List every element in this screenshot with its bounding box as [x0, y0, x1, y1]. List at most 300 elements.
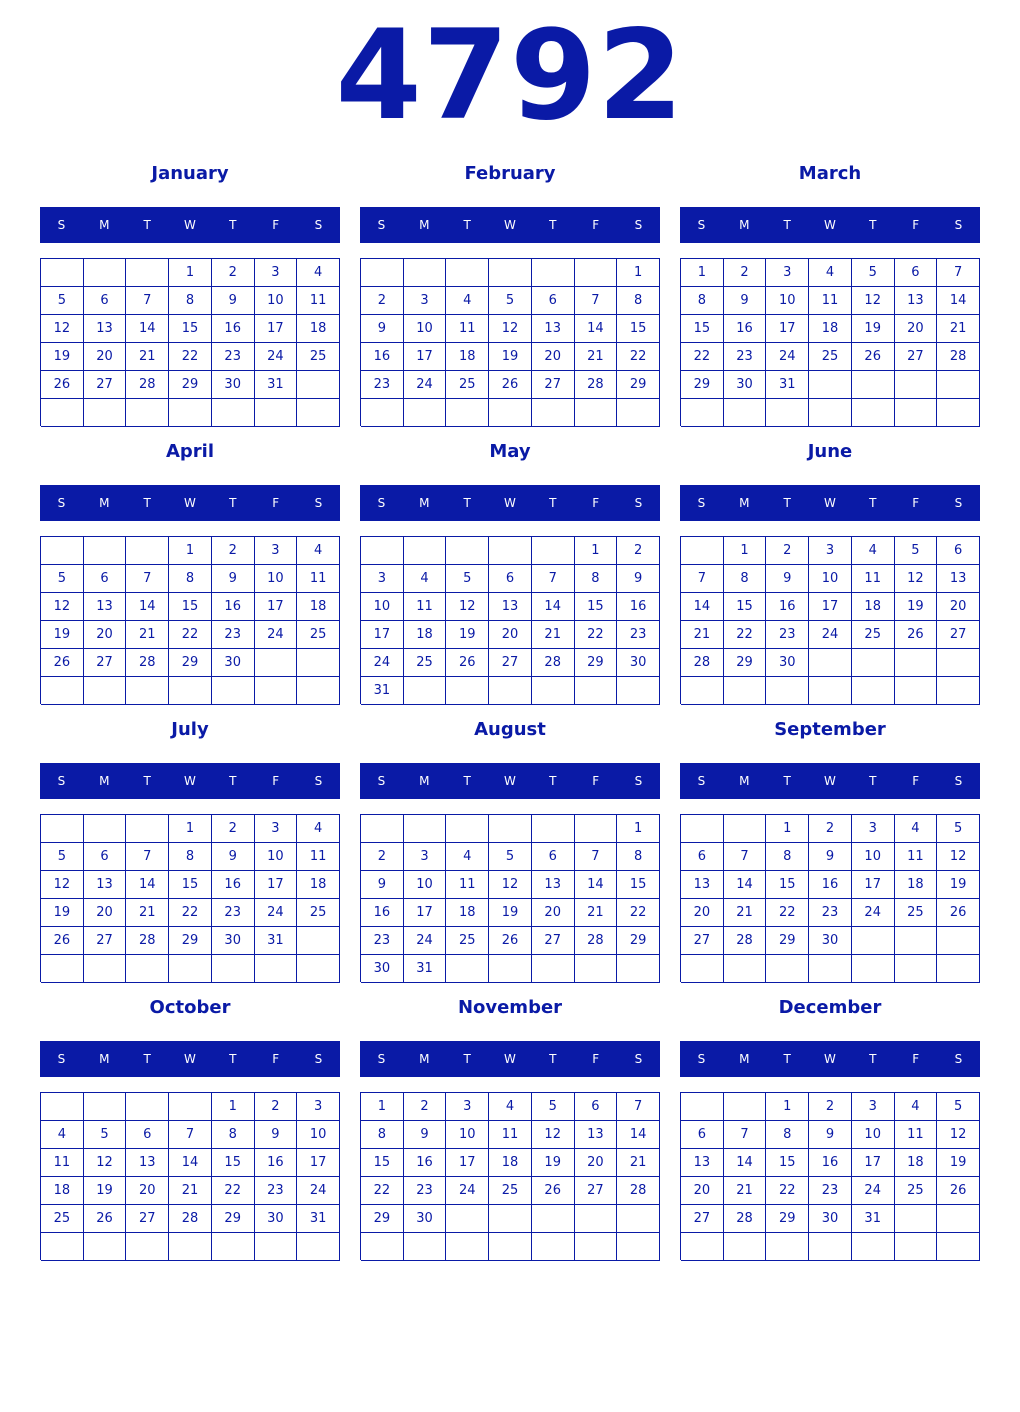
- day-cell[interactable]: 31: [255, 927, 298, 955]
- day-cell[interactable]: 21: [575, 343, 618, 371]
- day-cell[interactable]: 11: [895, 1121, 938, 1149]
- day-cell[interactable]: 9: [212, 565, 255, 593]
- day-cell[interactable]: 14: [575, 871, 618, 899]
- day-cell[interactable]: 10: [852, 1121, 895, 1149]
- day-cell[interactable]: 10: [404, 871, 447, 899]
- day-cell[interactable]: 21: [681, 621, 724, 649]
- day-cell[interactable]: 16: [809, 1149, 852, 1177]
- day-cell[interactable]: 21: [724, 1177, 767, 1205]
- day-cell[interactable]: 27: [681, 927, 724, 955]
- day-cell[interactable]: 13: [895, 287, 938, 315]
- day-cell[interactable]: 27: [937, 621, 980, 649]
- day-cell[interactable]: 17: [255, 593, 298, 621]
- day-cell[interactable]: 2: [255, 1093, 298, 1121]
- day-cell[interactable]: 20: [84, 621, 127, 649]
- day-cell[interactable]: 20: [126, 1177, 169, 1205]
- day-cell[interactable]: 24: [361, 649, 404, 677]
- day-cell[interactable]: 20: [895, 315, 938, 343]
- day-cell[interactable]: 9: [724, 287, 767, 315]
- day-cell[interactable]: 14: [532, 593, 575, 621]
- day-cell[interactable]: 17: [852, 871, 895, 899]
- day-cell[interactable]: 18: [895, 1149, 938, 1177]
- day-cell[interactable]: 9: [255, 1121, 298, 1149]
- day-cell[interactable]: 26: [852, 343, 895, 371]
- day-cell[interactable]: 9: [766, 565, 809, 593]
- day-cell[interactable]: 1: [169, 537, 212, 565]
- day-cell[interactable]: 5: [895, 537, 938, 565]
- day-cell[interactable]: 24: [404, 927, 447, 955]
- day-cell[interactable]: 2: [212, 815, 255, 843]
- day-cell[interactable]: 23: [617, 621, 660, 649]
- day-cell[interactable]: 23: [809, 899, 852, 927]
- day-cell[interactable]: 1: [617, 259, 660, 287]
- day-cell[interactable]: 2: [766, 537, 809, 565]
- day-cell[interactable]: 19: [489, 899, 532, 927]
- day-cell[interactable]: 13: [126, 1149, 169, 1177]
- day-cell[interactable]: 27: [84, 649, 127, 677]
- day-cell[interactable]: 12: [489, 871, 532, 899]
- day-cell[interactable]: 25: [895, 1177, 938, 1205]
- day-cell[interactable]: 29: [766, 927, 809, 955]
- day-cell[interactable]: 5: [41, 565, 84, 593]
- day-cell[interactable]: 13: [532, 315, 575, 343]
- day-cell[interactable]: 6: [575, 1093, 618, 1121]
- day-cell[interactable]: 7: [126, 287, 169, 315]
- day-cell[interactable]: 11: [297, 287, 340, 315]
- day-cell[interactable]: 30: [212, 371, 255, 399]
- day-cell[interactable]: 14: [937, 287, 980, 315]
- day-cell[interactable]: 5: [937, 815, 980, 843]
- day-cell[interactable]: 13: [84, 315, 127, 343]
- day-cell[interactable]: 14: [724, 1149, 767, 1177]
- day-cell[interactable]: 2: [617, 537, 660, 565]
- day-cell[interactable]: 14: [575, 315, 618, 343]
- day-cell[interactable]: 11: [297, 565, 340, 593]
- day-cell[interactable]: 18: [852, 593, 895, 621]
- day-cell[interactable]: 27: [532, 927, 575, 955]
- day-cell[interactable]: 16: [404, 1149, 447, 1177]
- day-cell[interactable]: 19: [937, 871, 980, 899]
- day-cell[interactable]: 20: [532, 899, 575, 927]
- day-cell[interactable]: 3: [361, 565, 404, 593]
- day-cell[interactable]: 31: [361, 677, 404, 705]
- day-cell[interactable]: 5: [532, 1093, 575, 1121]
- day-cell[interactable]: 21: [724, 899, 767, 927]
- day-cell[interactable]: 7: [126, 565, 169, 593]
- day-cell[interactable]: 18: [297, 871, 340, 899]
- day-cell[interactable]: 16: [766, 593, 809, 621]
- day-cell[interactable]: 15: [169, 315, 212, 343]
- day-cell[interactable]: 12: [895, 565, 938, 593]
- day-cell[interactable]: 4: [489, 1093, 532, 1121]
- day-cell[interactable]: 21: [169, 1177, 212, 1205]
- day-cell[interactable]: 17: [809, 593, 852, 621]
- day-cell[interactable]: 11: [809, 287, 852, 315]
- day-cell[interactable]: 26: [489, 371, 532, 399]
- day-cell[interactable]: 27: [84, 371, 127, 399]
- day-cell[interactable]: 23: [212, 343, 255, 371]
- day-cell[interactable]: 11: [404, 593, 447, 621]
- day-cell[interactable]: 22: [724, 621, 767, 649]
- day-cell[interactable]: 5: [489, 287, 532, 315]
- day-cell[interactable]: 9: [809, 1121, 852, 1149]
- day-cell[interactable]: 20: [681, 1177, 724, 1205]
- day-cell[interactable]: 12: [937, 843, 980, 871]
- day-cell[interactable]: 17: [255, 315, 298, 343]
- day-cell[interactable]: 22: [617, 343, 660, 371]
- day-cell[interactable]: 23: [255, 1177, 298, 1205]
- day-cell[interactable]: 28: [169, 1205, 212, 1233]
- day-cell[interactable]: 25: [446, 927, 489, 955]
- day-cell[interactable]: 5: [446, 565, 489, 593]
- day-cell[interactable]: 15: [724, 593, 767, 621]
- day-cell[interactable]: 29: [681, 371, 724, 399]
- day-cell[interactable]: 6: [84, 843, 127, 871]
- day-cell[interactable]: 31: [404, 955, 447, 983]
- day-cell[interactable]: 30: [212, 649, 255, 677]
- day-cell[interactable]: 17: [446, 1149, 489, 1177]
- day-cell[interactable]: 9: [404, 1121, 447, 1149]
- day-cell[interactable]: 16: [212, 593, 255, 621]
- day-cell[interactable]: 11: [446, 871, 489, 899]
- day-cell[interactable]: 19: [937, 1149, 980, 1177]
- day-cell[interactable]: 24: [255, 343, 298, 371]
- day-cell[interactable]: 1: [361, 1093, 404, 1121]
- day-cell[interactable]: 26: [489, 927, 532, 955]
- day-cell[interactable]: 16: [809, 871, 852, 899]
- day-cell[interactable]: 3: [852, 1093, 895, 1121]
- day-cell[interactable]: 24: [255, 899, 298, 927]
- day-cell[interactable]: 21: [575, 899, 618, 927]
- day-cell[interactable]: 25: [446, 371, 489, 399]
- day-cell[interactable]: 28: [126, 927, 169, 955]
- day-cell[interactable]: 23: [361, 927, 404, 955]
- day-cell[interactable]: 4: [852, 537, 895, 565]
- day-cell[interactable]: 12: [41, 315, 84, 343]
- day-cell[interactable]: 6: [895, 259, 938, 287]
- day-cell[interactable]: 23: [361, 371, 404, 399]
- day-cell[interactable]: 17: [852, 1149, 895, 1177]
- day-cell[interactable]: 3: [255, 537, 298, 565]
- day-cell[interactable]: 25: [297, 343, 340, 371]
- day-cell[interactable]: 14: [126, 593, 169, 621]
- day-cell[interactable]: 26: [446, 649, 489, 677]
- day-cell[interactable]: 13: [532, 871, 575, 899]
- day-cell[interactable]: 18: [895, 871, 938, 899]
- day-cell[interactable]: 13: [575, 1121, 618, 1149]
- day-cell[interactable]: 18: [809, 315, 852, 343]
- day-cell[interactable]: 27: [489, 649, 532, 677]
- day-cell[interactable]: 8: [617, 843, 660, 871]
- day-cell[interactable]: 4: [404, 565, 447, 593]
- day-cell[interactable]: 21: [937, 315, 980, 343]
- day-cell[interactable]: 25: [489, 1177, 532, 1205]
- day-cell[interactable]: 29: [169, 371, 212, 399]
- day-cell[interactable]: 20: [937, 593, 980, 621]
- day-cell[interactable]: 14: [126, 315, 169, 343]
- day-cell[interactable]: 3: [255, 815, 298, 843]
- day-cell[interactable]: 8: [212, 1121, 255, 1149]
- day-cell[interactable]: 12: [446, 593, 489, 621]
- day-cell[interactable]: 20: [575, 1149, 618, 1177]
- day-cell[interactable]: 30: [361, 955, 404, 983]
- day-cell[interactable]: 10: [852, 843, 895, 871]
- day-cell[interactable]: 5: [937, 1093, 980, 1121]
- day-cell[interactable]: 12: [489, 315, 532, 343]
- day-cell[interactable]: 26: [937, 1177, 980, 1205]
- day-cell[interactable]: 16: [617, 593, 660, 621]
- day-cell[interactable]: 21: [126, 343, 169, 371]
- day-cell[interactable]: 30: [809, 1205, 852, 1233]
- day-cell[interactable]: 3: [404, 843, 447, 871]
- day-cell[interactable]: 18: [404, 621, 447, 649]
- day-cell[interactable]: 29: [617, 927, 660, 955]
- day-cell[interactable]: 19: [532, 1149, 575, 1177]
- day-cell[interactable]: 20: [489, 621, 532, 649]
- day-cell[interactable]: 9: [361, 871, 404, 899]
- day-cell[interactable]: 15: [617, 315, 660, 343]
- day-cell[interactable]: 15: [169, 593, 212, 621]
- day-cell[interactable]: 27: [126, 1205, 169, 1233]
- day-cell[interactable]: 4: [446, 843, 489, 871]
- day-cell[interactable]: 18: [446, 899, 489, 927]
- day-cell[interactable]: 2: [212, 537, 255, 565]
- day-cell[interactable]: 21: [532, 621, 575, 649]
- day-cell[interactable]: 22: [766, 899, 809, 927]
- day-cell[interactable]: 8: [361, 1121, 404, 1149]
- day-cell[interactable]: 1: [724, 537, 767, 565]
- day-cell[interactable]: 13: [681, 1149, 724, 1177]
- day-cell[interactable]: 2: [404, 1093, 447, 1121]
- day-cell[interactable]: 16: [212, 315, 255, 343]
- day-cell[interactable]: 15: [361, 1149, 404, 1177]
- day-cell[interactable]: 4: [297, 537, 340, 565]
- day-cell[interactable]: 7: [532, 565, 575, 593]
- day-cell[interactable]: 4: [446, 287, 489, 315]
- day-cell[interactable]: 14: [169, 1149, 212, 1177]
- day-cell[interactable]: 6: [84, 287, 127, 315]
- day-cell[interactable]: 10: [809, 565, 852, 593]
- day-cell[interactable]: 15: [617, 871, 660, 899]
- day-cell[interactable]: 18: [446, 343, 489, 371]
- day-cell[interactable]: 5: [489, 843, 532, 871]
- day-cell[interactable]: 18: [41, 1177, 84, 1205]
- day-cell[interactable]: 11: [41, 1149, 84, 1177]
- day-cell[interactable]: 27: [532, 371, 575, 399]
- day-cell[interactable]: 28: [724, 1205, 767, 1233]
- day-cell[interactable]: 7: [724, 1121, 767, 1149]
- day-cell[interactable]: 25: [809, 343, 852, 371]
- day-cell[interactable]: 7: [126, 843, 169, 871]
- day-cell[interactable]: 10: [361, 593, 404, 621]
- day-cell[interactable]: 3: [297, 1093, 340, 1121]
- day-cell[interactable]: 2: [809, 815, 852, 843]
- day-cell[interactable]: 4: [297, 815, 340, 843]
- day-cell[interactable]: 15: [681, 315, 724, 343]
- day-cell[interactable]: 21: [617, 1149, 660, 1177]
- day-cell[interactable]: 21: [126, 899, 169, 927]
- day-cell[interactable]: 25: [41, 1205, 84, 1233]
- day-cell[interactable]: 24: [852, 899, 895, 927]
- day-cell[interactable]: 7: [937, 259, 980, 287]
- day-cell[interactable]: 19: [41, 343, 84, 371]
- day-cell[interactable]: 22: [212, 1177, 255, 1205]
- day-cell[interactable]: 20: [84, 899, 127, 927]
- day-cell[interactable]: 26: [937, 899, 980, 927]
- day-cell[interactable]: 25: [297, 621, 340, 649]
- day-cell[interactable]: 3: [404, 287, 447, 315]
- day-cell[interactable]: 27: [84, 927, 127, 955]
- day-cell[interactable]: 7: [681, 565, 724, 593]
- day-cell[interactable]: 11: [489, 1121, 532, 1149]
- day-cell[interactable]: 22: [361, 1177, 404, 1205]
- day-cell[interactable]: 7: [575, 843, 618, 871]
- day-cell[interactable]: 14: [617, 1121, 660, 1149]
- day-cell[interactable]: 24: [255, 621, 298, 649]
- day-cell[interactable]: 16: [361, 343, 404, 371]
- day-cell[interactable]: 18: [297, 315, 340, 343]
- day-cell[interactable]: 20: [532, 343, 575, 371]
- day-cell[interactable]: 20: [84, 343, 127, 371]
- day-cell[interactable]: 5: [41, 287, 84, 315]
- day-cell[interactable]: 29: [575, 649, 618, 677]
- day-cell[interactable]: 16: [724, 315, 767, 343]
- day-cell[interactable]: 22: [681, 343, 724, 371]
- day-cell[interactable]: 2: [361, 843, 404, 871]
- day-cell[interactable]: 12: [84, 1149, 127, 1177]
- day-cell[interactable]: 23: [404, 1177, 447, 1205]
- day-cell[interactable]: 23: [809, 1177, 852, 1205]
- day-cell[interactable]: 27: [895, 343, 938, 371]
- day-cell[interactable]: 28: [617, 1177, 660, 1205]
- day-cell[interactable]: 7: [724, 843, 767, 871]
- day-cell[interactable]: 11: [297, 843, 340, 871]
- day-cell[interactable]: 23: [766, 621, 809, 649]
- day-cell[interactable]: 31: [766, 371, 809, 399]
- day-cell[interactable]: 30: [212, 927, 255, 955]
- day-cell[interactable]: 26: [84, 1205, 127, 1233]
- day-cell[interactable]: 1: [575, 537, 618, 565]
- day-cell[interactable]: 18: [489, 1149, 532, 1177]
- day-cell[interactable]: 23: [212, 621, 255, 649]
- day-cell[interactable]: 19: [852, 315, 895, 343]
- day-cell[interactable]: 13: [489, 593, 532, 621]
- day-cell[interactable]: 3: [766, 259, 809, 287]
- day-cell[interactable]: 28: [575, 927, 618, 955]
- day-cell[interactable]: 3: [852, 815, 895, 843]
- day-cell[interactable]: 15: [575, 593, 618, 621]
- day-cell[interactable]: 15: [766, 871, 809, 899]
- day-cell[interactable]: 9: [361, 315, 404, 343]
- day-cell[interactable]: 29: [617, 371, 660, 399]
- day-cell[interactable]: 25: [297, 899, 340, 927]
- day-cell[interactable]: 24: [297, 1177, 340, 1205]
- day-cell[interactable]: 22: [766, 1177, 809, 1205]
- day-cell[interactable]: 24: [809, 621, 852, 649]
- day-cell[interactable]: 17: [766, 315, 809, 343]
- day-cell[interactable]: 18: [297, 593, 340, 621]
- day-cell[interactable]: 4: [809, 259, 852, 287]
- day-cell[interactable]: 27: [575, 1177, 618, 1205]
- day-cell[interactable]: 29: [766, 1205, 809, 1233]
- day-cell[interactable]: 17: [404, 899, 447, 927]
- day-cell[interactable]: 11: [446, 315, 489, 343]
- day-cell[interactable]: 6: [681, 843, 724, 871]
- day-cell[interactable]: 6: [681, 1121, 724, 1149]
- day-cell[interactable]: 26: [41, 371, 84, 399]
- day-cell[interactable]: 3: [255, 259, 298, 287]
- day-cell[interactable]: 2: [361, 287, 404, 315]
- day-cell[interactable]: 19: [489, 343, 532, 371]
- day-cell[interactable]: 7: [575, 287, 618, 315]
- day-cell[interactable]: 1: [681, 259, 724, 287]
- day-cell[interactable]: 28: [681, 649, 724, 677]
- day-cell[interactable]: 16: [361, 899, 404, 927]
- day-cell[interactable]: 10: [404, 315, 447, 343]
- day-cell[interactable]: 27: [681, 1205, 724, 1233]
- day-cell[interactable]: 13: [681, 871, 724, 899]
- day-cell[interactable]: 6: [532, 843, 575, 871]
- day-cell[interactable]: 1: [169, 815, 212, 843]
- day-cell[interactable]: 8: [766, 843, 809, 871]
- day-cell[interactable]: 22: [617, 899, 660, 927]
- day-cell[interactable]: 25: [404, 649, 447, 677]
- day-cell[interactable]: 29: [212, 1205, 255, 1233]
- day-cell[interactable]: 9: [617, 565, 660, 593]
- day-cell[interactable]: 10: [255, 843, 298, 871]
- day-cell[interactable]: 2: [809, 1093, 852, 1121]
- day-cell[interactable]: 2: [212, 259, 255, 287]
- day-cell[interactable]: 19: [84, 1177, 127, 1205]
- day-cell[interactable]: 8: [169, 843, 212, 871]
- day-cell[interactable]: 4: [297, 259, 340, 287]
- day-cell[interactable]: 10: [446, 1121, 489, 1149]
- day-cell[interactable]: 29: [169, 927, 212, 955]
- day-cell[interactable]: 14: [681, 593, 724, 621]
- day-cell[interactable]: 1: [169, 259, 212, 287]
- day-cell[interactable]: 23: [724, 343, 767, 371]
- day-cell[interactable]: 19: [895, 593, 938, 621]
- day-cell[interactable]: 13: [84, 871, 127, 899]
- day-cell[interactable]: 9: [212, 843, 255, 871]
- day-cell[interactable]: 30: [809, 927, 852, 955]
- day-cell[interactable]: 5: [852, 259, 895, 287]
- day-cell[interactable]: 4: [41, 1121, 84, 1149]
- day-cell[interactable]: 17: [404, 343, 447, 371]
- day-cell[interactable]: 25: [895, 899, 938, 927]
- day-cell[interactable]: 31: [297, 1205, 340, 1233]
- day-cell[interactable]: 12: [41, 593, 84, 621]
- day-cell[interactable]: 13: [84, 593, 127, 621]
- day-cell[interactable]: 28: [575, 371, 618, 399]
- day-cell[interactable]: 16: [212, 871, 255, 899]
- day-cell[interactable]: 8: [169, 565, 212, 593]
- day-cell[interactable]: 8: [766, 1121, 809, 1149]
- day-cell[interactable]: 22: [169, 343, 212, 371]
- day-cell[interactable]: 28: [724, 927, 767, 955]
- day-cell[interactable]: 22: [575, 621, 618, 649]
- day-cell[interactable]: 9: [212, 287, 255, 315]
- day-cell[interactable]: 22: [169, 899, 212, 927]
- day-cell[interactable]: 15: [169, 871, 212, 899]
- day-cell[interactable]: 15: [766, 1149, 809, 1177]
- day-cell[interactable]: 19: [41, 621, 84, 649]
- day-cell[interactable]: 29: [361, 1205, 404, 1233]
- day-cell[interactable]: 14: [126, 871, 169, 899]
- day-cell[interactable]: 8: [575, 565, 618, 593]
- day-cell[interactable]: 6: [489, 565, 532, 593]
- day-cell[interactable]: 10: [766, 287, 809, 315]
